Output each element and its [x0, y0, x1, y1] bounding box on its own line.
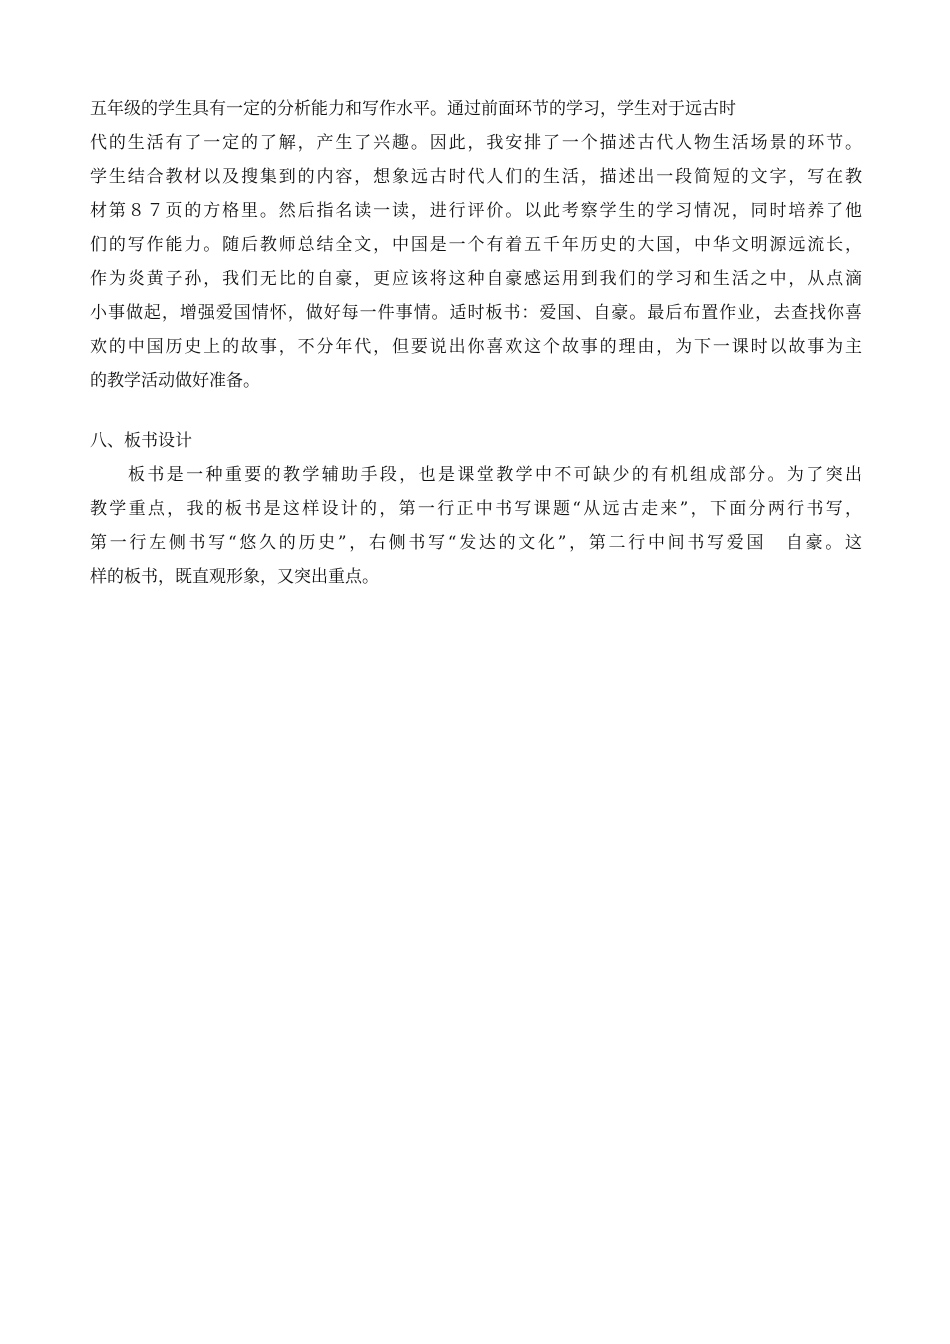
paragraph-blackboard-design — [90, 458, 862, 594]
section-heading: 八、板书设计 — [90, 431, 192, 451]
text-line: 小事做起，增强爱国情怀，做好每一件事情。适时板书：爱国、自豪。最后布置作业，去查找你喜 — [90, 303, 862, 323]
text-line: 样的板书，既直观形象，又突出重点。 — [90, 567, 379, 587]
paragraph-gap — [90, 398, 862, 424]
paragraph-student-writing — [90, 92, 862, 398]
text-line: 材第８７页的方格里。然后指名读一读，进行评价。以此考察学生的学习情况，同时培养了他 — [90, 201, 862, 221]
text-line: 第一行左侧书写“悠久的历史”，右侧书写“发达的文化”，第二行中间书写爱国 自豪。这 — [90, 533, 862, 553]
text-line: 作为炎黄子孙，我们无比的自豪，更应该将这种自豪感运用到我们的学习和生活之中，从点滴 — [90, 269, 862, 289]
text-line: 板书是一种重要的教学辅助手段，也是课堂教学中不可缺少的有机组成部分。为了突出 — [128, 465, 862, 485]
text-line: 五年级的学生具有一定的分析能力和写作水平。通过前面环节的学习，学生对于远古时 — [90, 99, 736, 119]
text-line: 们的写作能力。随后教师总结全文，中国是一个有着五千年历史的大国，中华文明源远流长， — [90, 235, 862, 255]
text-line: 代的生活有了一定的了解，产生了兴趣。因此，我安排了一个描述古代人物生活场景的环节。 — [90, 133, 862, 153]
text-line: 教学重点，我的板书是这样设计的，第一行正中书写课题“从远古走来”，下面分两行书写， — [90, 499, 862, 519]
text-line: 欢的中国历史上的故事，不分年代，但要说出你喜欢这个故事的理由，为下一课时以故事为主 — [90, 337, 862, 357]
text-line: 学生结合教材以及搜集到的内容，想象远古时代人们的生活，描述出一段简短的文字，写在教 — [90, 167, 862, 187]
text-line: 的教学活动做好准备。 — [90, 371, 260, 391]
document-page — [90, 92, 862, 594]
